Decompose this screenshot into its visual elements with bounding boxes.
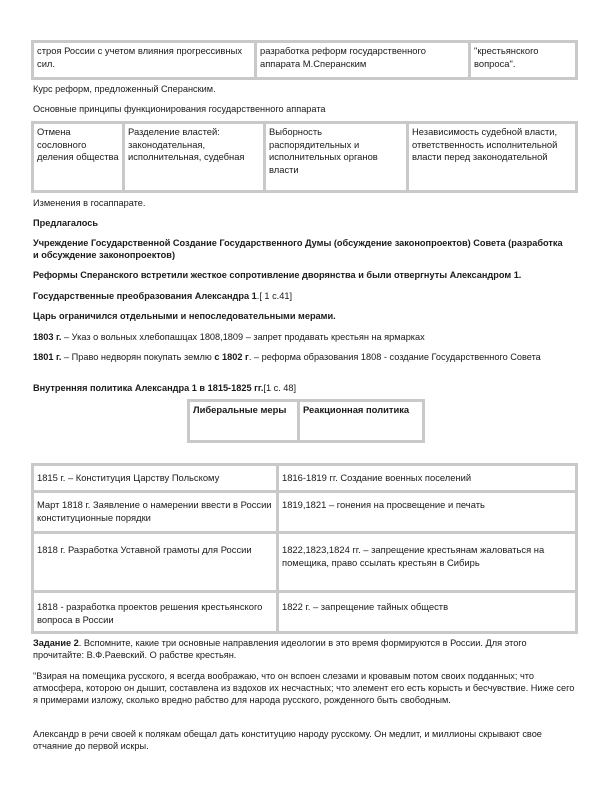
domestic-policy-line — [33, 382, 296, 394]
top-table-cell-3 — [468, 40, 578, 80]
decree-1801-year2: с 1802 г — [214, 352, 249, 362]
top-table-cell-2 — [254, 40, 471, 80]
policy-row-1-reactionary-text: 1816-1819 гг. Создание военных поселений — [282, 472, 472, 483]
principles-text-2: Разделение властей: законодательная, исполнительная, судебная — [128, 126, 245, 163]
decree-1801-text1: – Право недворян покупать землю — [61, 352, 215, 362]
principles-cell-1 — [31, 121, 125, 193]
decree-1801-year: 1801 г. — [33, 352, 62, 362]
decree-1801-text2: . – реформа образования 1808 - создание Государственного Совета — [248, 352, 541, 362]
quote-paragraph: "Взирая на помещика русского, я всегда воображаю, что он вспоен слезами и кровавым потом своих подданных; что атмосфера, которою он дышит, составлена из вздохов их несчастных; что элемент его есть корысть и бесчувствие. Ниже сего я примерами изложу, сколько вредно рабство для народа русского, рожденного быть свободным. — [33, 671, 575, 705]
reforms-resisted: Реформы Сперанского встретили жесткое сопротивление дворянства и были отвергнуты Александром 1. — [33, 270, 522, 280]
policy-row-2-reactionary — [276, 490, 578, 534]
policy-header-liberal-text: Либеральные меры — [193, 404, 287, 415]
top-table-text-2: разработка реформ государственного аппарата М.Сперанским — [260, 45, 426, 69]
state-reforms-bold: Государственные преобразования Александра 1 — [33, 291, 257, 301]
policy-header-reactionary-text: Реакционная политика — [303, 404, 410, 415]
decree-1803-text: – Указ о вольных хлебопашцах 1808,1809 – запрет продавать крестьян на ярмарках — [61, 332, 425, 342]
alexander-speech-paragraph: Александр в речи своей к полякам обещал дать конституцию народу русскому. Он медлит, и миллионы скрывают свое отчаяние до первой искры. — [33, 729, 542, 751]
policy-row-3-reactionary-text: 1822,1823,1824 гг. – запрещение крестьянам жаловаться на помещика, право ссылать крестьян в Сибирь — [282, 544, 545, 568]
decree-1803-line — [33, 331, 425, 343]
tsar-limited: Царь ограничился отдельными и непоследовательными мерами. — [33, 311, 336, 321]
proposed-text: Учреждение Государственной Создание Государственного Думы (обсуждение законопроектов) Совета (разработка и обсуждение законопроектов) — [33, 238, 563, 260]
proposed-label: Предлагалось — [33, 218, 99, 228]
top-table-text-1: строя России с учетом влияния прогрессивных сил. — [37, 45, 243, 69]
decree-1803-year: 1803 г. — [33, 332, 62, 342]
policy-row-4-reactionary — [276, 590, 578, 634]
state-reforms-line — [33, 290, 292, 302]
policy-header-reactionary — [297, 399, 425, 443]
principles-title: Основные принципы функционирования государственного аппарата — [33, 104, 326, 114]
principles-text-1: Отмена сословного деления общества — [37, 126, 119, 163]
changes-line: Изменения в госаппарате. — [33, 198, 146, 208]
task2-text: . Вспомните, какие три основные направления идеологии в это время формируются в России. Для этого прочитайте: В.Ф.Раевский. О рабстве крестьян. — [33, 638, 527, 660]
policy-row-2-reactionary-text: 1819,1821 – гонения на просвещение и печать — [282, 499, 485, 510]
domestic-policy-ref: [1 с. 48] — [263, 383, 297, 393]
principles-cell-3 — [263, 121, 409, 193]
policy-row-2-liberal-text: Март 1818 г. Заявление о намерении ввести в России конституционные порядки — [37, 499, 272, 523]
policy-row-4-liberal-text: 1818 - разработка проектов решения крестьянского вопроса в России — [37, 601, 263, 625]
course-line: Курс реформ, предложенный Сперанским. — [33, 84, 216, 94]
state-reforms-ref: .[ 1 с.41] — [256, 291, 293, 301]
task2-paragraph — [33, 637, 578, 661]
decree-1801-line — [33, 351, 573, 363]
principles-cell-2 — [122, 121, 266, 193]
policy-row-4-reactionary-text: 1822 г. – запрещение тайных обществ — [282, 601, 449, 612]
policy-row-4-liberal — [31, 590, 279, 634]
principles-cell-4 — [406, 121, 578, 193]
policy-header-liberal — [187, 399, 300, 443]
policy-row-3-liberal — [31, 531, 279, 593]
top-table-cell-1 — [31, 40, 257, 80]
policy-row-1-liberal — [31, 463, 279, 493]
policy-row-1-liberal-text: 1815 г. – Конституция Царству Польскому — [37, 472, 220, 483]
top-table-text-3: "крестьянского вопроса". — [474, 45, 539, 69]
principles-text-4: Независимость судебной власти, ответственность исполнительной власти перед законодательной — [412, 126, 558, 163]
principles-text-3: Выборность распорядительных и исполнительных органов власти — [269, 126, 378, 175]
policy-row-2-liberal — [31, 490, 279, 534]
policy-row-3-liberal-text: 1818 г. Разработка Уставной грамоты для России — [37, 544, 252, 555]
policy-row-1-reactionary — [276, 463, 578, 493]
domestic-policy-bold: Внутренняя политика Александра 1 в 1815-1825 гг. — [33, 383, 264, 393]
task2-bold: Задание 2 — [33, 638, 79, 648]
policy-row-3-reactionary — [276, 531, 578, 593]
